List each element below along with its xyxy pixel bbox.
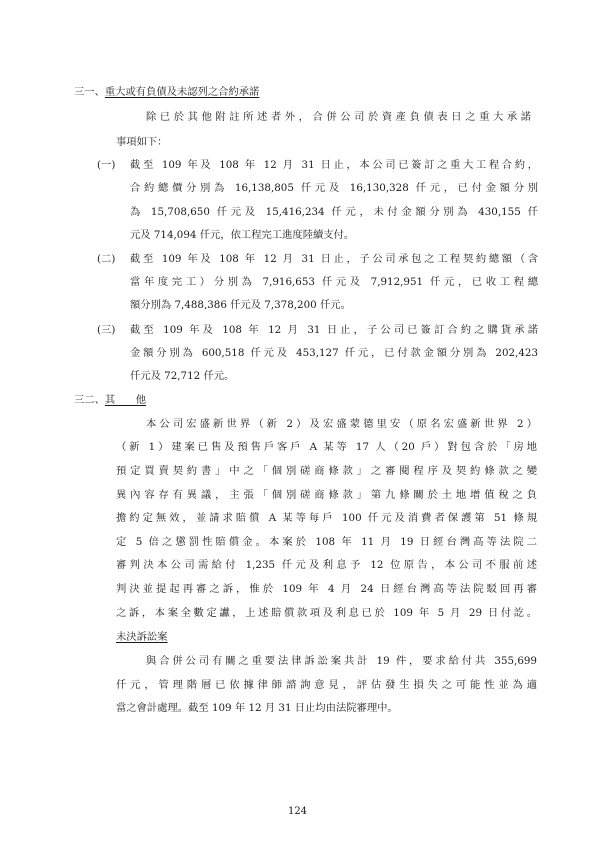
section-31-intro-line-1: 除已於其他附註所述者外，合併公司於資產負債表日之重大承諾	[146, 111, 531, 123]
item-3-line-1: 截至 109 年及 108 年 12 月 31 日止，子公司已簽訂合約之購貨承諾	[130, 324, 538, 336]
section-32-para-line-2: （新 1）建案已售及預售戶客戶 A 某等 17 人（20 戶）對包含於「房地	[116, 441, 537, 453]
section-32-para-line-8: 判決並提起再審之訴，惟於 109 年 4 月 24 日經台灣高等法院駁回再審	[116, 583, 537, 595]
item-2-label: (二)	[97, 253, 116, 265]
section-31-number: 三一、	[74, 86, 105, 98]
section-32-heading	[74, 393, 146, 407]
item-3-label: (三)	[97, 324, 116, 336]
item-1-label: (一)	[97, 159, 116, 171]
item-3-line-2: 金額分別為 600,518 仟元及 453,127 仟元，已付款金額分別為 202,423	[130, 347, 538, 359]
item-1-line-2: 合約總價分別為 16,138,805 仟元及 16,130,328 仟元，已付金額分別	[130, 182, 538, 194]
section-32-para-line-7: 審判決本公司需給付 1,235 仟元及利息予 12 位原告，本公司不服前述	[116, 559, 537, 571]
item-2-line-3: 額分別為 7,488,386 仟元及 7,378,200 仟元。	[130, 299, 351, 311]
item-2-line-1: 截至 109 年及 108 年 12 月 31 日止，子公司承包之工程契約總額（含	[130, 253, 538, 265]
litigation-para-line-2: 仟元，管理階層已依據律師諮詢意見，評估發生損失之可能性並為適	[116, 679, 537, 691]
section-31-heading	[74, 85, 259, 99]
section-32-number: 三二、	[74, 394, 105, 406]
section-31-intro-line-2: 事項如下：	[116, 136, 168, 148]
page-number: 124	[287, 806, 308, 817]
section-32-para-line-3: 預定買賣契約書」中之「個別磋商條款」之審閱程序及契約條款之變	[116, 465, 537, 477]
section-32-para-line-5: 擔約定無效，並請求賠償 A 某等每戶 100 仟元及消費者保護第 51 條規	[116, 512, 537, 524]
pending-litigation-subtitle: 未決訴訟案	[116, 631, 168, 643]
section-32-para-line-6: 定 5 倍之懲罰性賠償金。本案於 108 年 11 月 19 日經台灣高等法院二	[116, 536, 537, 548]
litigation-para-line-3: 當之會計處理。截至 109 年 12 月 31 日止均由法院審理中。	[116, 702, 398, 714]
item-1-line-1: 截至 109 年及 108 年 12 月 31 日止，本公司已簽訂之重大工程合約，	[130, 159, 538, 171]
item-3-line-3: 仟元及 72,712 仟元。	[130, 370, 235, 382]
section-31-title: 重大或有負債及未認列之合約承諾	[104, 86, 260, 98]
section-32-para-line-9: 之訴，本案全數定讞，上述賠償款項及利息已於 109 年 5 月 29 日付訖。	[116, 607, 537, 619]
litigation-para-line-1: 與合併公司有關之重要法律訴訟案共計 19 件，要求給付共 355,699	[146, 655, 537, 667]
item-1-line-3: 為 15,708,650 仟元及 15,416,234 仟元，未付金額分別為 430,155 仟	[130, 206, 538, 218]
section-32-title: 其 他	[104, 394, 147, 406]
item-1-line-4: 元及 714,094 仟元，依工程完工進度陸續支付。	[130, 229, 355, 241]
section-32-para-line-1: 本公司宏盛新世界（新 2）及宏盛蒙德里安（原名宏盛新世界 2）	[146, 418, 537, 430]
section-32-para-line-4: 異內容存有異議，主張「個別磋商條款」第九條關於土地增值稅之負	[116, 489, 537, 501]
item-2-line-2: 當年度完工）分別為 7,916,653 仟元及 7,912,951 仟元，已收工程總	[130, 276, 538, 288]
